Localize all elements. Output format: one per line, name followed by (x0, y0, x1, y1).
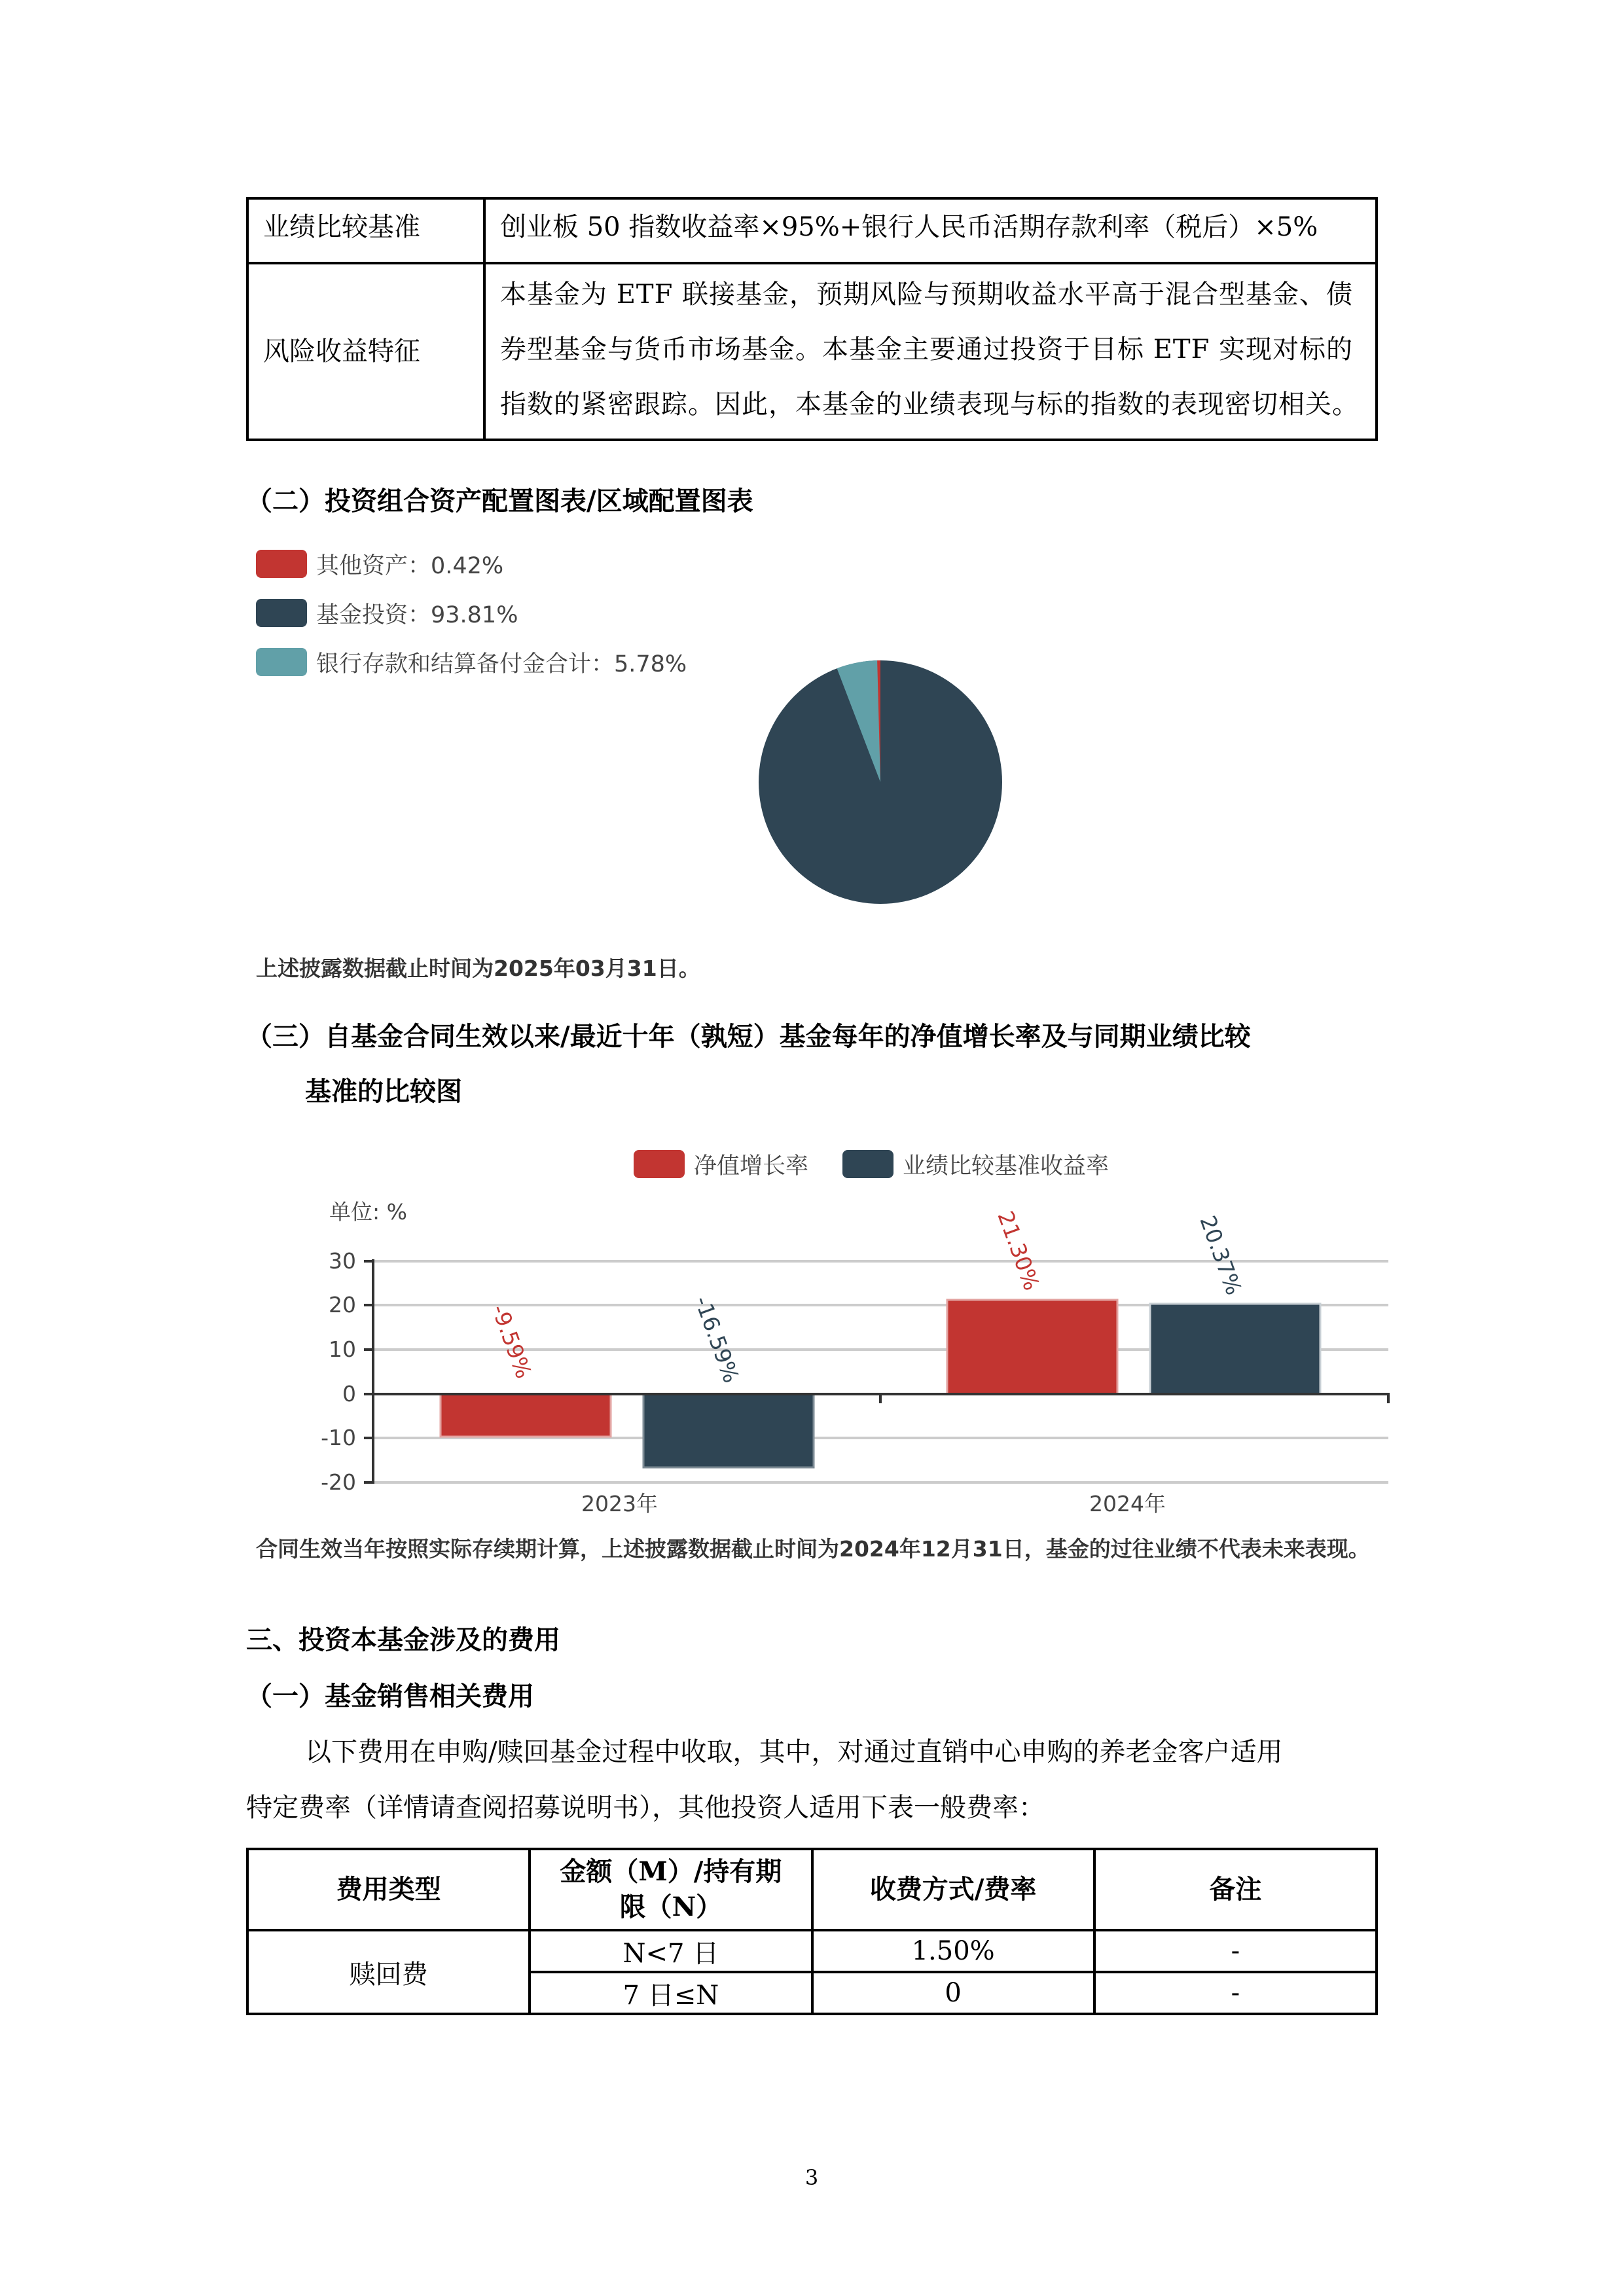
fees-heading-text: 三、投资本基金涉及的费用 (246, 1624, 560, 1655)
info-label: 业绩比较基准 (247, 198, 484, 263)
subsection-heading-sales-fees: （一）基金销售相关费用 (246, 1681, 534, 1712)
info-row-benchmark (247, 198, 1377, 263)
legend-label: 业绩比较基准收益率 (903, 1153, 1110, 1179)
redemption-fee-table (246, 1848, 1378, 2015)
y-tick-label: 30 (329, 1248, 356, 1274)
fee-table-header (530, 1849, 812, 1930)
fee-type-cell: 赎回费 (247, 1930, 530, 2014)
fee-table-header: 备注 (1094, 1849, 1377, 1930)
legend-label: 其他资产：0.42% (316, 552, 504, 579)
rate-cell: 1.50% (812, 1930, 1094, 1972)
table-row (247, 1930, 1377, 1972)
info-value: 创业板 50 指数收益率×95%+银行人民币活期存款利率（税后）×5% (484, 198, 1377, 263)
x-category-label: 2023年 (581, 1491, 658, 1516)
legend-label: 银行存款和结算备付金合计：5.78% (316, 651, 687, 677)
legend-label: 净值增长率 (694, 1153, 809, 1179)
fund-info-table (246, 197, 1378, 441)
bar-2023-benchmark[interactable] (643, 1394, 814, 1467)
performance-bar-chart (0, 1230, 1624, 1505)
bar-2024-benchmark[interactable] (1150, 1304, 1320, 1394)
section-title-performance-cont: 基准的比较图 (305, 1076, 462, 1107)
legend-swatch-nav-growth (634, 1150, 685, 1178)
y-axis-unit-label: 单位: % (329, 1199, 407, 1225)
section-title-performance: （三）自基金合同生效以来/最近十年（孰短）基金每年的净值增长率及与同期业绩比较 (246, 1021, 1251, 1052)
x-category-label: 2024年 (1089, 1491, 1166, 1516)
period-cell: N<7 日 (530, 1930, 812, 1972)
bar-legend-item[interactable] (634, 1150, 808, 1178)
fee-table-header: 费用类型 (247, 1849, 530, 1930)
y-tick-label: 10 (329, 1336, 356, 1362)
info-row-risk (247, 263, 1377, 440)
legend-label: 基金投资：93.81% (316, 601, 518, 628)
asset-data-date-note: 上述披露数据截止时间为2025年03月31日。 (256, 956, 700, 981)
bar-2023-nav-growth[interactable] (441, 1394, 611, 1437)
pie-legend-item[interactable] (256, 648, 687, 676)
performance-disclaimer-note: 合同生效当年按照实际存续期计算，上述披露数据截止时间为2024年12月31日，基金的过往业绩不代表未来表现。 (256, 1536, 1370, 1562)
bar-value-label: -16.59% (689, 1293, 745, 1386)
legend-swatch-other-assets (256, 550, 307, 578)
pie-legend-item[interactable] (256, 550, 503, 578)
fee-table-header-row (247, 1849, 1377, 1930)
section-heading-fees (246, 1619, 560, 1657)
bar-2024-nav-growth[interactable] (947, 1300, 1117, 1394)
fee-table-header: 收费方式/费率 (812, 1849, 1094, 1930)
page-number: 3 (804, 2165, 819, 2190)
legend-swatch-fund-investment (256, 599, 307, 627)
legend-swatch-benchmark-return (842, 1150, 893, 1178)
header-line: 金额（M）/持有期 (560, 1856, 782, 1887)
legend-swatch-bank-deposits (256, 648, 307, 676)
asset-allocation-pie-chart (753, 655, 1008, 910)
info-label: 风险收益特征 (247, 263, 484, 440)
header-line: 限（N） (619, 1892, 723, 1922)
bar-legend-item[interactable] (842, 1150, 1109, 1178)
rate-cell: 0 (812, 1972, 1094, 2014)
y-tick-label: 0 (342, 1381, 356, 1407)
y-tick-label: -20 (321, 1469, 356, 1495)
remark-cell: - (1094, 1930, 1377, 1972)
remark-cell: - (1094, 1972, 1377, 2014)
y-tick-label: -10 (321, 1425, 356, 1450)
fee-description-line1: 以下费用在申购/赎回基金过程中收取，其中，对通过直销中心申购的养老金客户适用 (305, 1737, 1283, 1767)
section-title-asset-allocation: （二）投资组合资产配置图表/区域配置图表 (246, 486, 753, 516)
info-value: 本基金为 ETF 联接基金，预期风险与预期收益水平高于混合型基金、债券型基金与货币市场基金。本基金主要通过投资于目标 ETF 实现对标的指数的紧密跟踪。因此，本基金的业绩表现与标的指数的表现密切相关。 (484, 263, 1377, 440)
period-cell: 7 日≤N (530, 1972, 812, 2014)
fee-description-line2: 特定费率（详情请查阅招募说明书），其他投资人适用下表一般费率： (246, 1793, 1045, 1823)
bar-value-label: 21.30% (992, 1208, 1045, 1294)
y-tick-label: 20 (329, 1292, 356, 1318)
bar-value-label: 20.37% (1195, 1212, 1248, 1299)
pie-legend-item[interactable] (256, 599, 518, 627)
bar-value-label: -9.59% (486, 1301, 537, 1382)
